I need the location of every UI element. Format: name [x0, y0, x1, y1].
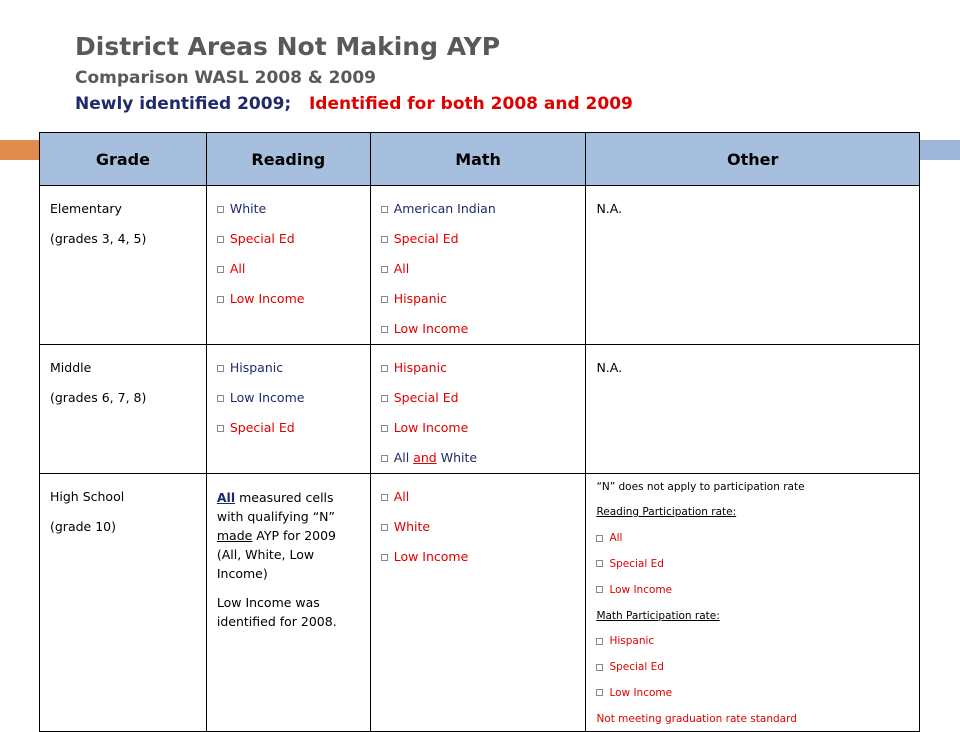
- list-item: Low Income: [217, 383, 360, 413]
- legend-both: Identified for both 2008 and 2009: [308, 94, 633, 114]
- checkbox-icon: [596, 638, 603, 645]
- checkbox-icon: [217, 395, 224, 402]
- list-item: Hispanic: [596, 629, 909, 655]
- cell-reading: [206, 186, 370, 345]
- checkbox-icon: [381, 365, 388, 372]
- page-subtitle: Comparison WASL 2008 & 2009: [75, 68, 376, 88]
- legend-line: [75, 92, 633, 116]
- cell-grade: [40, 474, 207, 732]
- made-text: made: [216, 528, 253, 543]
- grade-range: (grade 10): [50, 519, 116, 534]
- list-item: Hispanic: [381, 353, 576, 383]
- reading-summary: All measured cells with qualifying “N” made AYP for 2009 (All, White, Low Income): [216, 490, 337, 581]
- grade-range: (grades 3, 4, 5): [50, 231, 147, 246]
- list-item: All: [596, 526, 909, 552]
- reading-participation-title: Reading Participation rate:: [596, 506, 737, 518]
- grade-name: Middle: [50, 360, 92, 375]
- legend-separator: ;: [284, 94, 292, 114]
- list-item: American Indian: [381, 194, 576, 224]
- list-item: Special Ed: [217, 413, 360, 443]
- checkbox-icon: [381, 326, 388, 333]
- accent-orange-block: [0, 140, 42, 160]
- checkbox-icon: [596, 689, 603, 696]
- checkbox-icon: [217, 266, 224, 273]
- list-item: Special Ed: [217, 224, 360, 254]
- cell-math: [370, 474, 586, 732]
- checkbox-icon: [217, 296, 224, 303]
- header-reading: Reading: [206, 133, 370, 186]
- list-item: Special Ed: [381, 224, 576, 254]
- table-row-high-school: [40, 474, 920, 732]
- header-grade: Grade: [40, 133, 207, 186]
- checkbox-icon: [217, 365, 224, 372]
- table-row-middle: [40, 345, 920, 474]
- page-title: District Areas Not Making AYP: [75, 32, 501, 61]
- checkbox-icon: [217, 425, 224, 432]
- checkbox-icon: [596, 586, 603, 593]
- checkbox-icon: [217, 206, 224, 213]
- checkbox-icon: [596, 664, 603, 671]
- table-header-row: [40, 133, 920, 186]
- list-item: All: [217, 254, 360, 284]
- cell-other: [586, 186, 920, 345]
- checkbox-icon: [381, 236, 388, 243]
- list-item: Special Ed: [596, 655, 909, 681]
- checkbox-icon: [596, 560, 603, 567]
- cell-math: [370, 345, 586, 474]
- list-item: Special Ed: [596, 552, 909, 578]
- checkbox-icon: [381, 206, 388, 213]
- checkbox-icon: [381, 296, 388, 303]
- checkbox-icon: [381, 425, 388, 432]
- list-item: Low Income: [596, 681, 909, 707]
- header-other: Other: [586, 133, 920, 186]
- cell-reading: [206, 345, 370, 474]
- grade-name: High School: [50, 489, 125, 504]
- math-participation-title: Math Participation rate:: [596, 610, 720, 623]
- participation-note: “N” does not apply to participation rate: [596, 481, 805, 493]
- cell-reading: [206, 474, 370, 732]
- list-item: White: [217, 194, 360, 224]
- cell-math: [370, 186, 586, 345]
- cell-other: [586, 345, 920, 474]
- checkbox-icon: [217, 236, 224, 243]
- list-item: Low Income: [381, 314, 576, 344]
- checkbox-icon: [381, 266, 388, 273]
- legend-new: Newly identified 2009: [75, 94, 285, 114]
- list-item: Special Ed: [381, 383, 576, 413]
- list-item: Hispanic: [217, 353, 360, 383]
- reading-note: Low Income was identified for 2008.: [216, 595, 337, 629]
- list-item: All: [381, 254, 576, 284]
- ayp-table: [39, 132, 920, 732]
- cell-other: [586, 474, 920, 732]
- list-item: All and White: [381, 443, 576, 473]
- checkbox-icon: [381, 554, 388, 561]
- table-row-elementary: [40, 186, 920, 345]
- checkbox-icon: [381, 395, 388, 402]
- checkbox-icon: [381, 494, 388, 501]
- list-item: Low Income: [381, 542, 576, 572]
- list-item: Low Income: [217, 284, 360, 314]
- title-block: [75, 32, 633, 116]
- all-link-text: All: [216, 490, 236, 505]
- cell-grade: [40, 186, 207, 345]
- list-item: Low Income: [596, 578, 909, 604]
- list-item: White: [381, 512, 576, 542]
- list-item: Hispanic: [381, 284, 576, 314]
- cell-grade: [40, 345, 207, 474]
- other-value: N.A.: [596, 360, 623, 375]
- header-math: Math: [370, 133, 586, 186]
- checkbox-icon: [381, 524, 388, 531]
- other-value: N.A.: [596, 201, 623, 216]
- list-item: All: [381, 482, 576, 512]
- checkbox-icon: [381, 455, 388, 462]
- list-item: Low Income: [381, 413, 576, 443]
- grade-range: (grades 6, 7, 8): [50, 390, 147, 405]
- graduation-note: Not meeting graduation rate standard: [596, 712, 797, 725]
- grade-name: Elementary: [50, 201, 122, 216]
- checkbox-icon: [596, 535, 603, 542]
- and-text: and: [413, 450, 437, 465]
